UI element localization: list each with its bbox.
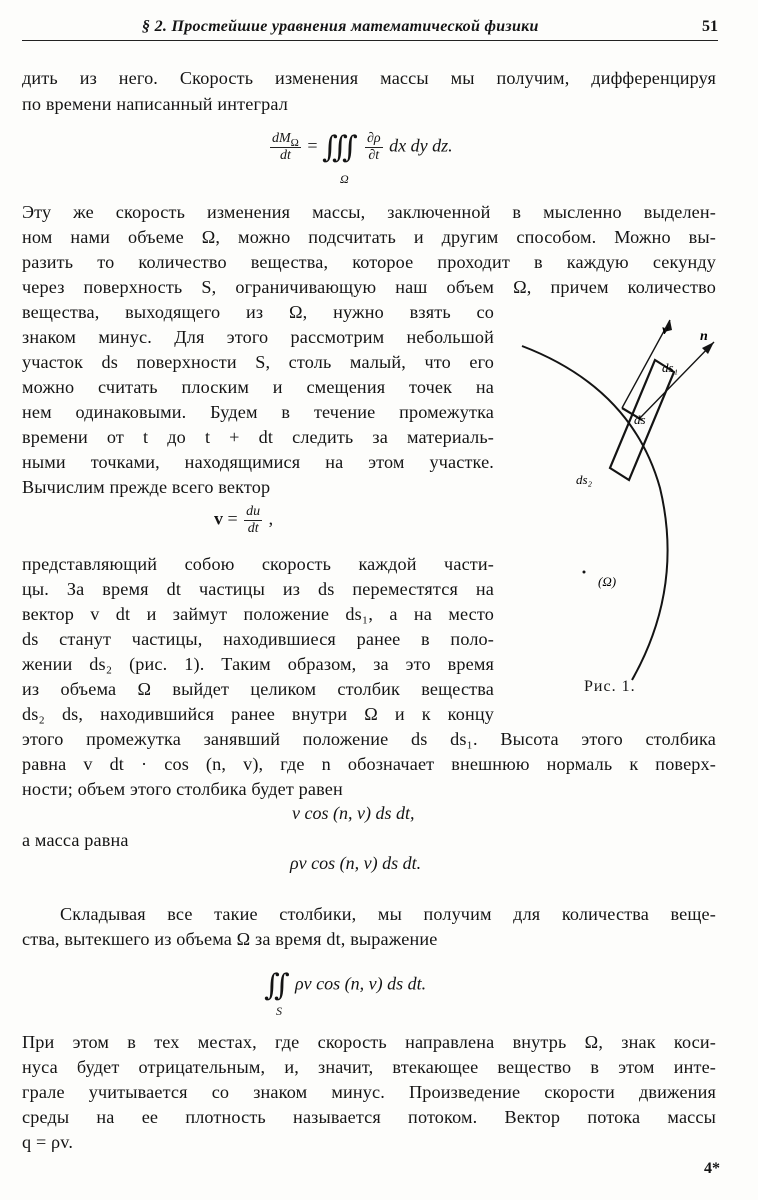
text-line: разить то количество вещества, которое проходит в каждую секунду bbox=[22, 252, 716, 272]
integral-domain: Ω bbox=[340, 172, 349, 186]
text-line: знаком минус. Для этого рассмотрим небольшой bbox=[22, 327, 494, 347]
text-line: равна v dt · cos (n, v), где n обозначает внешнюю нормаль к поверх- bbox=[22, 754, 716, 774]
formula-column-volume: v cos (n, v) ds dt, bbox=[292, 803, 415, 823]
text-line: участок ds поверхности S, столь малый, что его bbox=[22, 352, 494, 372]
label-omega: (Ω) bbox=[598, 574, 617, 589]
label-ds: ds bbox=[634, 412, 646, 427]
surface-curve bbox=[522, 346, 668, 680]
running-head bbox=[22, 14, 718, 41]
text-line: жении ds₂ (рис. 1). Таким образом, за это время bbox=[22, 654, 494, 674]
label-n: n bbox=[700, 329, 708, 344]
text-line: грале учитывается со знаком минус. Произведение скорости движения bbox=[22, 1082, 716, 1102]
text-line: времени от t до t + dt следить за материаль- bbox=[22, 427, 494, 447]
triple-integral-sign: ∭ bbox=[322, 131, 351, 164]
text-line: цы. За время dt частицы из ds переместятся на bbox=[22, 579, 494, 599]
text-line: через поверхность S, ограничивающую наш объем Ω, причем количество bbox=[22, 277, 716, 297]
text-line: Эту же скорость изменения массы, заключенной в мысленно выделен- bbox=[22, 202, 716, 222]
label-ds2: ds₂ bbox=[576, 472, 593, 487]
text-line: ности; объем этого столбика будет равен bbox=[22, 779, 343, 799]
text-line: q = ρv. bbox=[22, 1132, 74, 1152]
text-line: а масса равна bbox=[22, 830, 129, 850]
figure-caption: Рис. 1. bbox=[584, 678, 636, 695]
formula-fraction: $\frac{dM_\Omega}{dt}$ bbox=[272, 131, 299, 163]
double-integral-sign: ∬ bbox=[264, 969, 283, 1002]
text-line: представляющий собою скорость каждой части- bbox=[22, 554, 494, 574]
figure-surface-column bbox=[512, 318, 742, 698]
text-line: из объема Ω выйдет целиком столбик вещества bbox=[22, 679, 494, 699]
signature-mark: 4* bbox=[704, 1160, 720, 1177]
text-line: этого промежутка занявший положение ds ds₁. Высота этого столбика bbox=[22, 729, 716, 749]
text-line: среды на ее плотность называется потоком. Вектор потока массы bbox=[22, 1107, 716, 1127]
formula-column-mass: ρv cos (n, v) ds dt. bbox=[290, 853, 422, 873]
text-line: ds₂ ds, находившийся ранее внутри Ω и к концу bbox=[22, 704, 494, 724]
formula-velocity: v = $\frac{du}{dt}$ , bbox=[214, 504, 274, 536]
formula-surface-integral: ∬ ρv cos (n, v) ds dt. bbox=[264, 969, 427, 1002]
formula-fraction: $\frac{du}{dt}$ bbox=[246, 504, 261, 536]
text-line: дить из него. Скорость изменения массы мы получим, дифференцируя bbox=[22, 68, 716, 88]
formula-mass-rate: $\frac{dM_\Omega}{dt}$ = ∭ $\frac{\partial\rho}{\partial t}$ dx dy dz. bbox=[272, 131, 453, 164]
text-line: вещества, выходящего из Ω, нужно взять со bbox=[22, 302, 494, 322]
text-line: по времени написанный интеграл bbox=[22, 94, 288, 114]
formula-fraction: $\frac{\partial\rho}{\partial t}$ bbox=[366, 131, 381, 163]
text-line: ном нами объеме Ω, можно подсчитать и другим способом. Можно вы- bbox=[22, 227, 716, 247]
text-line: нем одинаковыми. Будем в течение промежутка bbox=[22, 402, 494, 422]
text-line: ds станут частицы, находившиеся ранее в поло- bbox=[22, 629, 494, 649]
label-v: v bbox=[662, 323, 669, 338]
text-line: ства, вытекшего из объема Ω за время dt, выражение bbox=[22, 929, 438, 949]
page-number: 51 bbox=[702, 18, 718, 35]
label-ds1: ds₁ bbox=[662, 360, 679, 375]
text-line: можно считать плоским и смещения точек на bbox=[22, 377, 494, 397]
text-line: Складывая все такие столбики, мы получим для количества веще- bbox=[60, 904, 716, 924]
text-line: Вычислим прежде всего вектор bbox=[22, 477, 271, 497]
interior-dot bbox=[583, 571, 586, 574]
text-line: ными точками, находящимися на этом участке. bbox=[22, 452, 494, 472]
running-head-title: § 2. Простейшие уравнения математической физики bbox=[142, 18, 539, 35]
integral-domain: S bbox=[276, 1004, 282, 1018]
text-line: вектор v dt и займут положение ds₁, а на место bbox=[22, 604, 494, 624]
text-line: При этом в тех местах, где скорость направлена внутрь Ω, знак коси- bbox=[22, 1032, 716, 1052]
text-line: нуса будет отрицательным, и, значит, втекающее вещество в этом инте- bbox=[22, 1057, 716, 1077]
